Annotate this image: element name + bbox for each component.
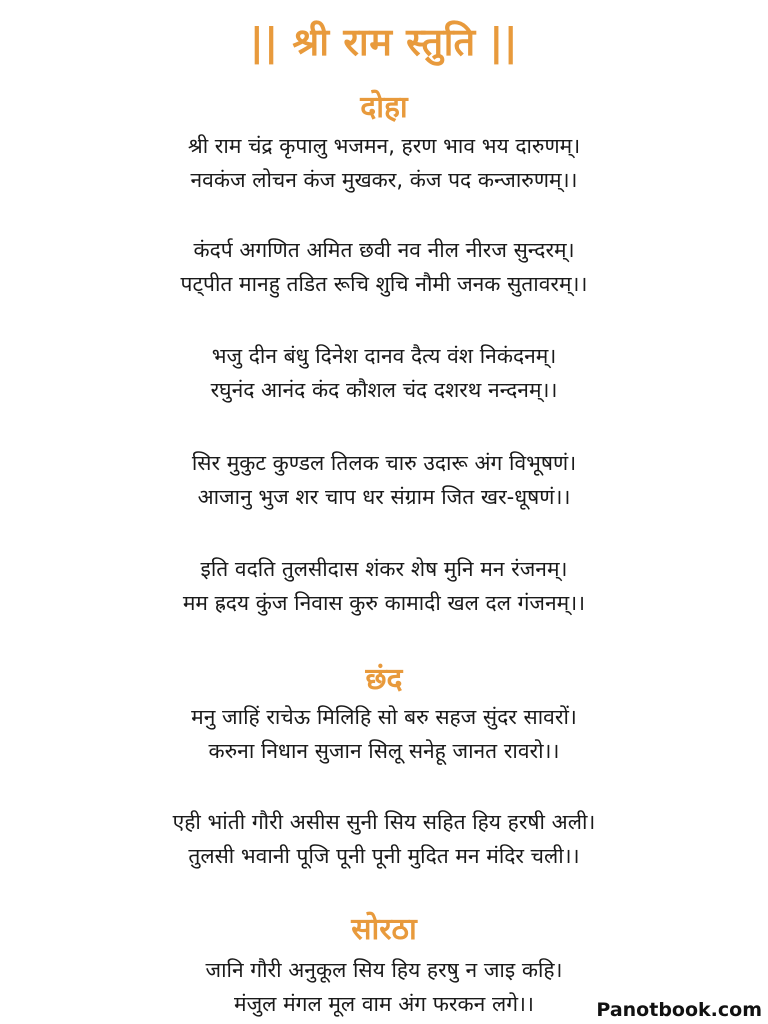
verse-line: श्री राम चंद्र कृपालु भजमन, हरण भाव भय दारुणम्।	[187, 134, 581, 158]
page-title: || श्री राम स्तुति ||	[249, 20, 519, 64]
verse-line: रघुनंद आनंद कंद कौशल चंद दशरथ नन्दनम्।।	[210, 378, 558, 402]
verse-line: कंदर्प अगणित अमित छवी नव नील नीरज सुन्दरम्।	[193, 238, 575, 262]
verse-line: नवकंज लोचन कंज मुखकर, कंज पद कन्जारुणम्।।	[190, 168, 578, 192]
verse-line: जानि गौरी अनुकूल सिय हिय हरषु न जाइ कहि।	[205, 958, 563, 982]
verse-doha-1	[0, 129, 768, 197]
section-heading-doha: दोहा	[360, 90, 408, 125]
verse-line: करुना निधान सुजान सिलू सनेहू जानत रावरो।।	[208, 739, 560, 763]
verse-line: पट्पीत मानहु तडित रूचि शुचि नौमी जनक सुतावरम्।।	[180, 272, 588, 296]
verse-line: मंजुल मंगल मूल वाम अंग फरकन लगे।।	[234, 992, 534, 1016]
verse-chhand-2	[0, 805, 768, 873]
verse-doha-3	[0, 339, 768, 407]
verse-line: सिर मुकुट कुण्डल तिलक चारु उदारू अंग विभूषणं।	[191, 451, 577, 475]
verse-doha-4	[0, 446, 768, 514]
section-heading-chhand: छंद	[365, 662, 403, 697]
verse-doha-2	[0, 233, 768, 301]
watermark-text: Panotbook.com	[596, 999, 762, 1021]
verse-line: तुलसी भवानी पूजि पूनी पूनी मुदित मन मंदिर चली।।	[188, 844, 580, 868]
verse-line: एही भांती गौरी असीस सुनी सिय सहित हिय हरषी अली।	[172, 810, 596, 834]
section-heading-sortha: सोरठा	[351, 912, 417, 947]
verse-line: मम ह्रदय कुंज निवास कुरु कामादी खल दल गंजनम्।।	[182, 591, 586, 615]
verse-line: आजानु भुज शर चाप धर संग्राम जित खर-धूषणं।।	[197, 485, 571, 509]
verse-line: भजु दीन बंधु दिनेश दानव दैत्य वंश निकंदनम्।	[211, 344, 557, 368]
verse-chhand-1	[0, 700, 768, 768]
verse-doha-5	[0, 552, 768, 620]
verse-line: मनु जाहिं राचेऊ मिलिहि सो बरु सहज सुंदर सावरों।	[191, 705, 577, 729]
verse-line: इति वदति तुलसीदास शंकर शेष मुनि मन रंजनम्।	[200, 557, 568, 581]
